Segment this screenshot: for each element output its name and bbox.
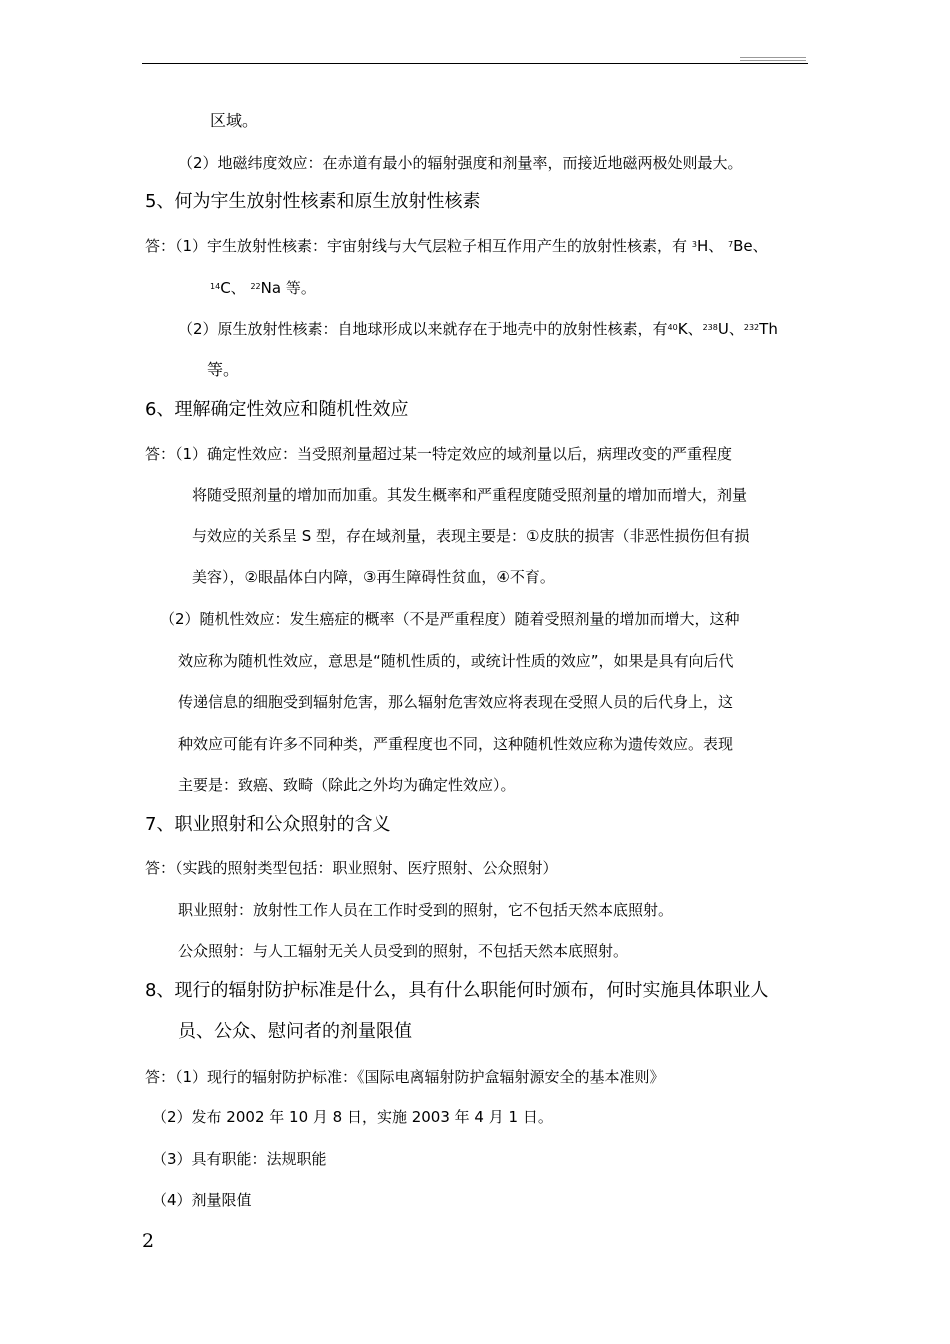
answer-line: 答：（1）现行的辐射防护标准：《国际电离辐射防护盒辐射源安全的基本准则》 (145, 1068, 665, 1086)
text-line: （2）地磁纬度效应：在赤道有最小的辐射强度和剂量率，而接近地磁两极处则最大。 (178, 154, 743, 172)
page-number: 2 (142, 1230, 155, 1252)
answer-line: 种效应可能有许多不同种类，严重程度也不同，这种随机性效应称为遗传效应。表现 (178, 735, 734, 753)
answer-line: （2）发布 2002 年 10 月 8 日，实施 2003 年 4 月 1 日。 (152, 1108, 553, 1126)
answer-line: （4）剂量限值 (152, 1191, 252, 1209)
answer-line: 答：（1）确定性效应：当受照剂量超过某一特定效应的域剂量以后，病理改变的严重程度 (145, 445, 733, 463)
answer-line: 答：（实践的照射类型包括：职业照射、医疗照射、公众照射） (145, 859, 558, 877)
question-8: 8、现行的辐射防护标准是什么，具有什么职能何时颁布，何时实施具体职业人 (145, 980, 769, 1001)
answer-line: 公众照射：与人工辐射无关人员受到的照射，不包括天然本底照射。 (178, 942, 629, 960)
answer-line: （3）具有职能：法规职能 (152, 1150, 327, 1168)
answer-line: 传递信息的细胞受到辐射危害，那么辐射危害效应将表现在受照人员的后代身上，这 (178, 693, 734, 711)
header-rule (142, 63, 808, 64)
text-line: 区域。 (210, 111, 259, 130)
answer-line: $^{14}$C、 $^{22}$Na 等。 (210, 279, 316, 297)
question-7: 7、职业照射和公众照射的含义 (145, 814, 391, 835)
answer-line: 等。 (207, 360, 240, 379)
answer-line: （2）原生放射性核素：自地球形成以来就存在于地壳中的放射性核素，有$^{40}$K、$^{238}$U、$^{232}$Th (178, 320, 778, 338)
question-6: 6、理解确定性效应和随机性效应 (145, 399, 409, 420)
answer-line: 主要是：致癌、致畸（除此之外均为确定性效应）。 (178, 776, 516, 794)
question-8-cont: 员、公众、慰问者的剂量限值 (178, 1021, 412, 1042)
answer-line: （2）随机性效应：发生癌症的概率（不是严重程度）随着受照剂量的增加而增大，这种 (160, 610, 740, 628)
answer-line: 将随受照剂量的增加而加重。其发生概率和严重程度随受照剂量的增加而增大，剂量 (192, 486, 748, 504)
header-mark-line (740, 57, 806, 58)
answer-line: 职业照射：放射性工作人员在工作时受到的照射，它不包括天然本底照射。 (178, 901, 674, 919)
question-5: 5、何为宇生放射性核素和原生放射性核素 (145, 191, 481, 212)
header-mark-line (740, 60, 806, 61)
answer-line: 与效应的关系呈 S 型，存在域剂量，表现主要是：①皮肤的损害（非恶性损伤但有损 (192, 527, 750, 545)
answer-line: 效应称为随机性效应，意思是“随机性质的，或统计性质的效应”，如果是具有向后代 (178, 652, 734, 670)
answer-line: 答：（1）宇生放射性核素：宇宙射线与大气层粒子相互作用产生的放射性核素，有 $^3$H、 $^7$Be、 (145, 237, 768, 255)
answer-line: 美容），②眼晶体白内障，③再生障碍性贫血，④不育。 (192, 568, 555, 586)
